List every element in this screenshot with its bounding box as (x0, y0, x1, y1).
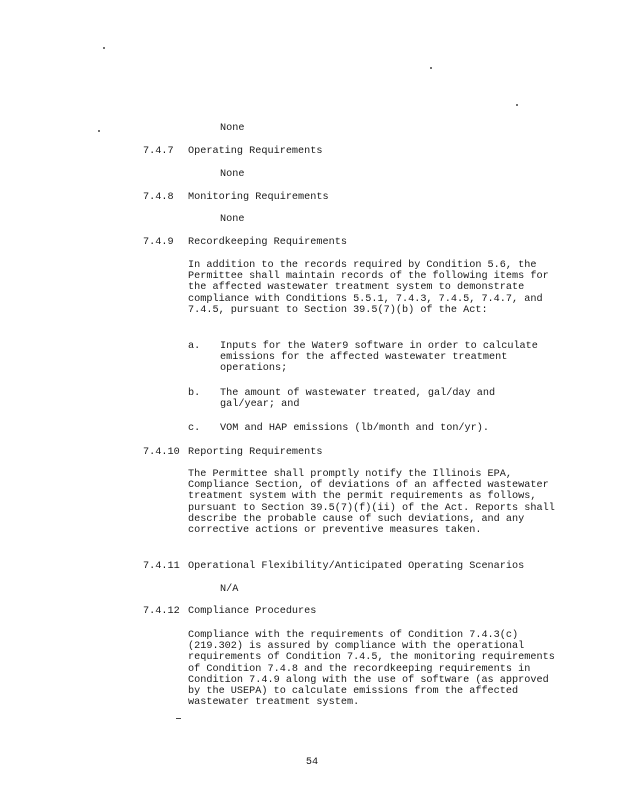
section-number: 7.4.11 (143, 561, 180, 572)
section-title: Operating Requirements (188, 146, 323, 157)
section-title: Monitoring Requirements (188, 192, 329, 203)
scan-speck (103, 47, 105, 49)
list-item-text: The amount of wastewater treated, gal/day and gal/year; and (220, 388, 496, 411)
section-title: Recordkeeping Requirements (188, 237, 347, 248)
section-body-na: N/A (220, 584, 239, 595)
section-title: Compliance Procedures (188, 606, 317, 617)
list-item-text: Inputs for the Water9 software in order to calculate emissions for the affected wastewater treatment operations; (220, 341, 538, 375)
section-body-none: None (220, 169, 245, 180)
section-number: 7.4.8 (143, 192, 174, 203)
reporting-paragraph: The Permittee shall promptly notify the Illinois EPA, Compliance Section, of deviations of an affected wastewater treatment system with the permit requirements as follows, pursuant to Section 39.5(7)(f)(ii) of the Act. Reports shall describe the probable cause of such deviations, and any corrective actions or preventive measures taken. (188, 469, 555, 537)
section-body-none: None (220, 123, 245, 134)
page-number: 54 (305, 757, 319, 768)
scan-speck (430, 67, 432, 69)
list-item-label: c. (188, 423, 201, 434)
scan-speck (176, 718, 181, 719)
list-item-label: a. (188, 341, 201, 352)
section-number: 7.4.10 (143, 447, 180, 458)
section-body-none: None (220, 214, 245, 225)
section-number: 7.4.7 (143, 146, 174, 157)
section-number: 7.4.12 (143, 606, 180, 617)
scan-speck (516, 104, 518, 106)
compliance-paragraph: Compliance with the requirements of Condition 7.4.3(c) (219.302) is assured by compliance with the operational requirements of Condition 7.4.5, the monitoring requirements of Condition 7.4.8 and the recordkeeping requirements in Condition 7.4.9 along with the use of software (as approved by the USEPA) to calculate emissions from the affected wastewater treatment system. (188, 630, 555, 709)
section-title: Reporting Requirements (188, 447, 323, 458)
section-title: Operational Flexibility/Anticipated Operating Scenarios (188, 561, 525, 572)
scan-speck (98, 130, 100, 132)
list-item-label: b. (188, 388, 201, 399)
section-number: 7.4.9 (143, 237, 174, 248)
recordkeeping-paragraph: In addition to the records required by Condition 5.6, the Permittee shall maintain records of the following items for the affected wastewater treatment system to demonstrate compliance with Conditions 5.5.1, 7.4.3, 7.4.5, 7.4.7, and 7.4.5, pursuant to Section 39.5(7)(b) of the Act: (188, 260, 549, 316)
list-item-text: VOM and HAP emissions (lb/month and ton/yr). (220, 423, 489, 434)
